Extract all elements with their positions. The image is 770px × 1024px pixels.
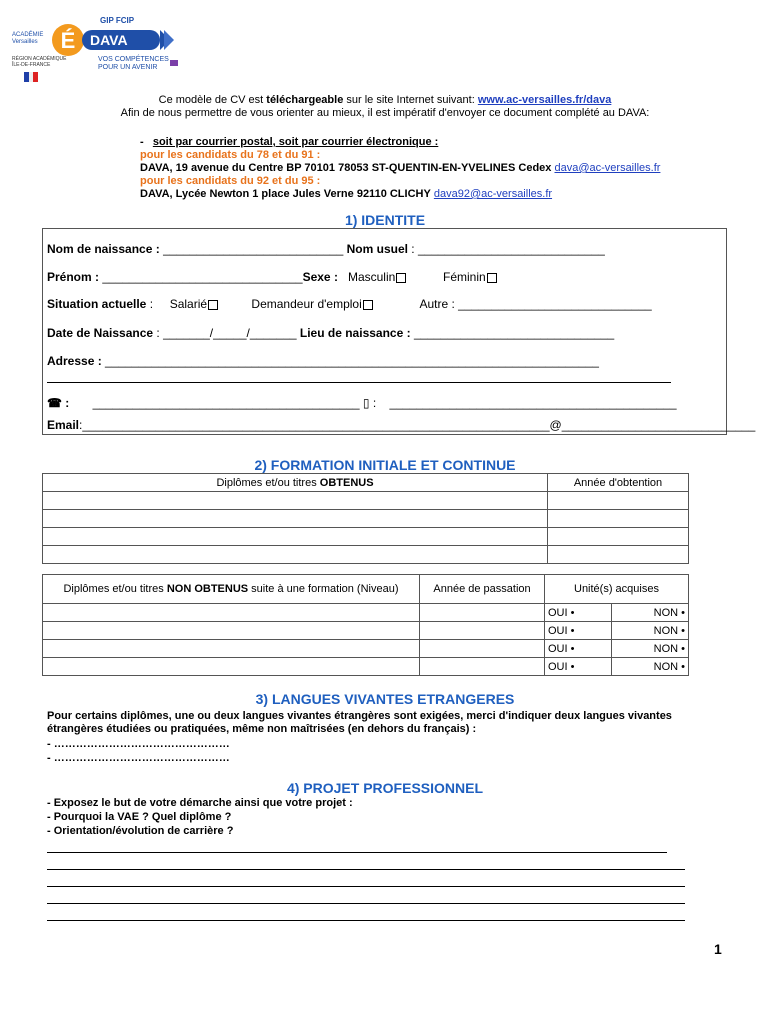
- mobile-icon: ▯ :: [362, 396, 377, 410]
- table-cell[interactable]: [43, 492, 548, 510]
- projet-line[interactable]: [47, 886, 685, 887]
- flag-icon: [24, 72, 38, 82]
- passation-header: Année de passation: [420, 575, 545, 604]
- unites-header: Unité(s) acquises: [545, 575, 689, 604]
- oui-option[interactable]: OUI •: [545, 604, 612, 622]
- adresse-row: Adresse : __________________________________________________________________________: [47, 354, 599, 368]
- projet-line[interactable]: [47, 852, 667, 853]
- formation-title: 2) FORMATION INITIALE ET CONTINUE: [254, 457, 516, 473]
- send-instructions: - soit par courrier postal, soit par courrier électronique : pour les candidats du 78 et du 91 : DAVA, 19 avenue du Centre BP 70101 78053 ST-QUENTIN-EN-YVELINES Cedex dava@ac-versailles.fr pour les candidats du 92 et du 95 : DAVA, Lycée Newton 1 place Jules Verne 92110 CLICHY dava92@ac-versailles.fr: [140, 136, 661, 200]
- projet-line[interactable]: [47, 920, 685, 921]
- intro-line2: Afin de nous permettre de vous orienter au mieux, il est impératif d'envoyer ce document complété au DAVA:: [120, 107, 650, 119]
- non-option[interactable]: NON •: [612, 604, 689, 622]
- demandeur-checkbox[interactable]: [363, 300, 373, 310]
- projet-title: 4) PROJET PROFESSIONNEL: [286, 780, 484, 796]
- langue-item-2[interactable]: - …………………………………………: [47, 752, 230, 764]
- projet-q3: - Orientation/évolution de carrière ?: [47, 825, 234, 837]
- masculin-checkbox[interactable]: [396, 273, 406, 283]
- projet-line[interactable]: [47, 903, 685, 904]
- oui-option[interactable]: OUI •: [545, 658, 612, 676]
- non-option[interactable]: NON •: [612, 622, 689, 640]
- langue-item-1[interactable]: - …………………………………………: [47, 738, 230, 750]
- dava-logo: [12, 14, 182, 88]
- prenom-row: Prénom : ______________________________Sexe : Masculin Féminin: [47, 270, 497, 284]
- non-obtenus-table: [42, 574, 689, 676]
- feminin-checkbox[interactable]: [487, 273, 497, 283]
- obtenus-table: [42, 473, 689, 564]
- non-option[interactable]: NON •: [612, 658, 689, 676]
- date-row: Date de Naissance : _______/_____/_______ Lieu de naissance : ______________________________: [47, 326, 615, 340]
- table-cell[interactable]: [43, 528, 548, 546]
- identite-title: 1) IDENTITE: [344, 212, 426, 228]
- table-cell[interactable]: [43, 510, 548, 528]
- adresse-line2[interactable]: [47, 382, 671, 383]
- langues-text: Pour certains diplômes, une ou deux langues vivantes étrangères sont exigées, merci d'indiquer deux langues vivantes étrangères étudiées ou pratiquées, même non maîtrisées (en dehors du français) :: [47, 710, 672, 735]
- salarie-checkbox[interactable]: [208, 300, 218, 310]
- projet-q1: - Exposez le but de votre démarche ainsi que votre projet :: [47, 797, 353, 809]
- mail92-link[interactable]: dava92@ac-versailles.fr: [433, 188, 553, 200]
- nom-row: Nom de naissance : ___________________________ Nom usuel : ____________________________: [47, 242, 605, 256]
- dava-text: DAVA: [90, 32, 128, 48]
- gip-label: GIP FCIP: [100, 16, 135, 25]
- phone-row: ☎ : ________________________________________ ▯ : ___________________________________________: [47, 396, 677, 410]
- mail78-link[interactable]: dava@ac-versailles.fr: [554, 162, 661, 174]
- obtenus-header: Diplômes et/ou titres OBTENUS: [43, 474, 548, 492]
- table-cell[interactable]: [43, 546, 548, 564]
- oui-option[interactable]: OUI •: [545, 622, 612, 640]
- non-option[interactable]: NON •: [612, 640, 689, 658]
- oui-option[interactable]: OUI •: [545, 640, 612, 658]
- region-label: RÉGION ACADÉMIQUE ÎLE-DE-FRANCE: [12, 56, 67, 68]
- obtention-header: Année d'obtention: [548, 474, 689, 492]
- page-number: 1: [714, 941, 722, 957]
- projet-line[interactable]: [47, 869, 685, 870]
- academie-label: ACADÉMIE Versailles: [12, 32, 44, 45]
- situation-row: Situation actuelle : Salarié Demandeur d'emploi Autre : _____________________________: [47, 297, 652, 311]
- projet-q2: - Pourquoi la VAE ? Quel diplôme ?: [47, 811, 232, 823]
- svg-text:É: É: [60, 28, 76, 53]
- langues-title: 3) LANGUES VIVANTES ETRANGERES: [255, 691, 515, 707]
- intro-line1: Ce modèle de CV est téléchargeable sur le site Internet suivant: www.ac-versailles.fr/dava: [158, 94, 612, 106]
- phone-icon: ☎ :: [47, 396, 70, 410]
- email-row: Email:______________________________________________________________________@_____________________________: [47, 418, 756, 432]
- non-obtenus-header: Diplômes et/ou titres NON OBTENUS suite à une formation (Niveau): [43, 575, 420, 604]
- dava-site-link[interactable]: www.ac-versailles.fr/dava: [477, 94, 612, 106]
- tagline: VOS COMPÉTENCES POUR UN AVENIR: [98, 56, 169, 71]
